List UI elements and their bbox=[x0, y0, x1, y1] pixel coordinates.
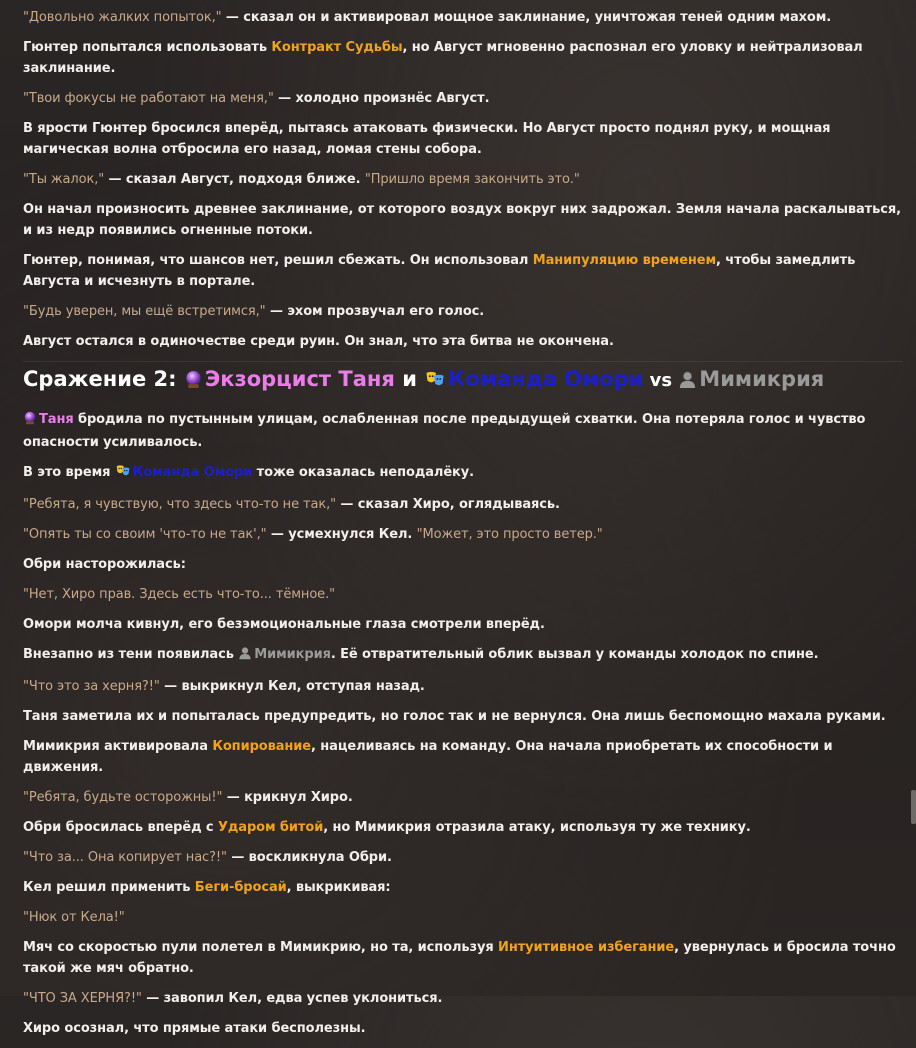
silhouette-bust-icon bbox=[238, 646, 252, 667]
narration-text: — завопил Кел, едва успев уклониться. bbox=[141, 991, 443, 1006]
battle-heading bbox=[23, 364, 903, 397]
narration-text: — усмехнулся Кел. bbox=[266, 527, 417, 542]
narration-text: — сказал Август, подходя ближе. bbox=[104, 172, 365, 187]
narration-text: Мимикрия активировала bbox=[23, 739, 213, 754]
story-paragraph bbox=[23, 584, 903, 605]
narration-text: , нацеливаясь на команду. Она начала приобретать их способности и движения. bbox=[23, 739, 833, 775]
narration-text: тоже оказалась неподалёку. bbox=[252, 465, 474, 480]
narration-text: Август остался в одиночестве среди руин. Он знал, что эта битва не окончена. bbox=[23, 334, 614, 349]
quote-text: "Опять ты со своим 'что-то не так'," bbox=[23, 527, 267, 542]
story-paragraph bbox=[23, 301, 903, 322]
narration-text: — выкрикнул Кел, отступая назад. bbox=[159, 679, 425, 694]
quote-text: "Что это за херня?!" bbox=[23, 679, 160, 694]
narration-text: В это время bbox=[23, 465, 115, 480]
story-paragraph bbox=[23, 988, 903, 1009]
skill-name: Беги-бросай bbox=[194, 880, 287, 895]
story-paragraph bbox=[23, 88, 903, 109]
story-paragraph bbox=[23, 331, 903, 352]
story-paragraph bbox=[23, 409, 903, 453]
character-tanya: Таня bbox=[39, 412, 74, 427]
skill-name: Ударом битой bbox=[217, 820, 324, 835]
fighter-tanya-name: Экзорцист Таня bbox=[204, 367, 395, 391]
story-paragraph bbox=[23, 118, 903, 160]
story-paragraph bbox=[23, 817, 903, 838]
quote-text: "Пришло время закончить это." bbox=[364, 172, 580, 187]
narration-text: Таня заметила их и попыталась предупредить, но голос так и не вернулся. Она лишь беспомощно махала руками. bbox=[23, 709, 886, 724]
narration-text: , но Август мгновенно распознал его уловку и нейтрализовал заклинание. bbox=[23, 40, 863, 76]
narration-text: — сказал он и активировал мощное заклинание, уничтожая теней одним махом. bbox=[221, 10, 832, 25]
narration-text: Кел решил применить bbox=[23, 880, 195, 895]
quote-text: "Ребята, я чувствую, что здесь что-то не так," bbox=[23, 497, 336, 512]
narration-text: , но Мимикрия отразила атаку, используя ту же технику. bbox=[323, 820, 751, 835]
narration-text: , чтобы замедлить Августа и исчезнуть в портале. bbox=[23, 253, 856, 289]
fighter-mimic-name: Мимикрия bbox=[699, 367, 825, 391]
story-paragraph bbox=[23, 524, 903, 545]
quote-text: "Твои фокусы не работают на меня," bbox=[23, 91, 274, 106]
narration-text: Он начал произносить древнее заклинание, от которого воздух вокруг них задрожал. Земля начала раскалываться, и из недр появились огненные потоки. bbox=[23, 202, 901, 238]
quote-text: "ЧТО ЗА ХЕРНЯ?!" bbox=[23, 991, 142, 1006]
narration-text: , выкрикивая: bbox=[286, 880, 391, 895]
story-paragraph bbox=[23, 676, 903, 697]
narration-text: — воскликнула Обри. bbox=[226, 850, 392, 865]
skill-name: Контракт Судьбы bbox=[271, 40, 403, 55]
narration-text: Обри бросилась вперёд с bbox=[23, 820, 218, 835]
story-paragraph bbox=[23, 787, 903, 808]
story-paragraph bbox=[23, 7, 903, 28]
silhouette-bust-icon bbox=[678, 367, 697, 397]
skill-name: Манипуляцию временем bbox=[532, 253, 717, 268]
theater-masks-icon bbox=[424, 367, 446, 397]
quote-text: "Ребята, будьте осторожны!" bbox=[23, 790, 223, 805]
story-paragraph bbox=[23, 462, 903, 485]
narration-text: Гюнтер попытался использовать bbox=[23, 40, 272, 55]
story-paragraph bbox=[23, 250, 903, 292]
battle-heading-and: и bbox=[394, 367, 425, 391]
story-section-battle-2 bbox=[23, 409, 903, 1039]
narration-text: Обри насторожилась: bbox=[23, 557, 186, 572]
story-paragraph bbox=[23, 847, 903, 868]
story-paragraph bbox=[23, 169, 903, 190]
character-mimic: Мимикрия bbox=[254, 647, 331, 662]
quote-text: "Может, это просто ветер." bbox=[416, 527, 603, 542]
quote-text: "Что за... Она копирует нас?!" bbox=[23, 850, 227, 865]
story-paragraph bbox=[23, 199, 903, 241]
skill-name: Интуитивное избегание bbox=[498, 940, 675, 955]
quote-text: "Довольно жалких попыток," bbox=[23, 10, 222, 25]
battle-heading-prefix: Сражение 2: bbox=[23, 367, 184, 391]
story-content bbox=[23, 7, 903, 1048]
narration-text: Гюнтер, понимая, что шансов нет, решил сбежать. Он использовал bbox=[23, 253, 533, 268]
narration-text: Омори молча кивнул, его безэмоциональные глаза смотрели вперёд. bbox=[23, 617, 545, 632]
quote-text: "Ты жалок," bbox=[23, 172, 105, 187]
narration-text: Внезапно из тени появилась bbox=[23, 647, 239, 662]
crystal-ball-icon bbox=[184, 367, 203, 397]
narration-text: Хиро осознал, что прямые атаки бесполезны. bbox=[23, 1021, 366, 1036]
story-paragraph bbox=[23, 494, 903, 515]
narration-text: — эхом прозвучал его голос. bbox=[265, 304, 485, 319]
story-paragraph bbox=[23, 706, 903, 727]
narration-text: В ярости Гюнтер бросился вперёд, пытаясь атаковать физически. Но Август просто поднял руку, и мощная магическая волна отбросила его назад, ломая стены собора. bbox=[23, 121, 831, 157]
story-paragraph bbox=[23, 644, 903, 667]
story-section-previous-battle bbox=[23, 7, 903, 352]
story-paragraph bbox=[23, 907, 903, 928]
narration-text: . Её отвратительный облик вызвал у команды холодок по спине. bbox=[330, 647, 819, 662]
character-omori: Команда Омори bbox=[132, 465, 253, 480]
quote-text: "Нет, Хиро прав. Здесь есть что-то... тёмное." bbox=[23, 587, 335, 602]
fighter-omori-name: Команда Омори bbox=[448, 367, 644, 391]
narration-text: — сказал Хиро, оглядываясь. bbox=[336, 497, 560, 512]
story-paragraph bbox=[23, 937, 903, 979]
narration-text: бродила по пустынным улицам, ослабленная после предыдущей схватки. Она потеряла голос и чувство опасности усиливалось. bbox=[23, 412, 866, 450]
story-paragraph bbox=[23, 554, 903, 575]
story-paragraph bbox=[23, 614, 903, 635]
narration-text: , увернулась и бросила точно такой же мяч обратно. bbox=[23, 940, 896, 976]
quote-text: "Будь уверен, мы ещё встретимся," bbox=[23, 304, 266, 319]
story-paragraph bbox=[23, 877, 903, 898]
narration-text: — холодно произнёс Август. bbox=[273, 91, 490, 106]
battle-heading-vs: vs bbox=[643, 370, 679, 391]
theater-masks-icon bbox=[115, 464, 131, 485]
section-divider bbox=[23, 361, 903, 362]
story-paragraph bbox=[23, 1018, 903, 1039]
quote-text: "Нюк от Кела!" bbox=[23, 910, 125, 925]
narration-text: Мяч со скоростью пули полетел в Мимикрию, но та, используя bbox=[23, 940, 499, 955]
story-paragraph bbox=[23, 736, 903, 778]
skill-name: Копирование bbox=[212, 739, 312, 754]
scrollbar-thumb[interactable] bbox=[911, 790, 916, 824]
story-paragraph bbox=[23, 37, 903, 79]
crystal-ball-icon bbox=[23, 411, 37, 432]
narration-text: — крикнул Хиро. bbox=[222, 790, 353, 805]
